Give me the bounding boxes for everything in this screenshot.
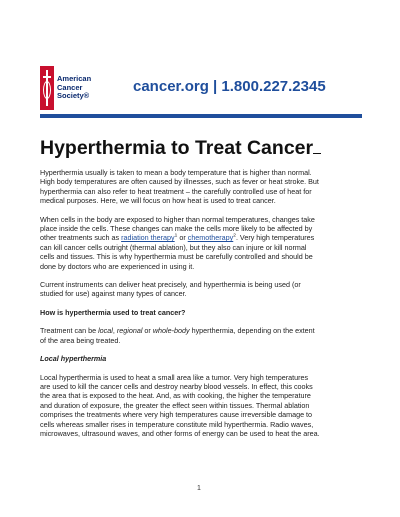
paragraph-line: are used to kill the cancer cells and destroy nearby blood vessels. In effect, this cooks <box>40 381 313 391</box>
text-segment: , <box>112 326 117 336</box>
page-number: 1 <box>197 485 201 492</box>
page-title <box>40 137 321 160</box>
paragraph-line: comprises the treatments where very high temperatures cause irreversible damage to <box>40 410 313 420</box>
paragraph-line: place inside the cells. These changes can make the cells more likely to be affected by <box>40 224 313 234</box>
paragraph-line: done by doctors who are experienced in using it. <box>40 261 195 271</box>
paragraph-line: cells and tissues. This is why hyperthermia must be carefully controlled and should be <box>40 252 313 262</box>
chemotherapy-link[interactable]: chemotherapy <box>187 233 234 243</box>
paragraph-line: studied for use) against many types of cancer. <box>40 289 187 299</box>
paragraph-line <box>40 326 362 335</box>
paragraph-line <box>40 233 362 242</box>
text-segment: other treatments such as <box>40 233 122 243</box>
emphasis-local: local <box>98 326 113 336</box>
paragraph-line: and duration of exposure, the greater the effect seen within tissues. Thermal ablation <box>40 400 310 410</box>
paragraph-line: medical purposes. Here, we will focus on how heat is used to treat cancer. <box>40 196 276 206</box>
text-segment: . Very high temperatures <box>235 233 315 243</box>
paragraph-line: Local hyperthermia is used to heat a small area like a tumor. Very high temperatures <box>40 372 309 382</box>
paragraph-line: cells whereas smaller rises in temperature constitute mild hyperthermia. Radio waves, <box>40 419 314 429</box>
paragraph-line: microwaves, ultrasound waves, and other forms of energy can be used to heat the area. <box>40 428 320 438</box>
logo-wordmark <box>57 75 91 100</box>
logo-line: Society® <box>57 91 90 101</box>
footnote-marker: 1 <box>174 234 178 240</box>
article-body <box>40 168 362 438</box>
text-segment: or <box>142 326 153 336</box>
paragraph-line: High body temperatures are often caused by illnesses, such as fever or heat stroke. But <box>40 177 319 187</box>
emphasis-regional: regional <box>116 326 143 336</box>
contact-info[interactable]: cancer.org | 1.800.227.2345 <box>133 78 326 95</box>
page-title-text: Hyperthermia to Treat Cancer <box>40 137 314 159</box>
section-heading: How is hyperthermia used to treat cancer? <box>40 307 186 317</box>
paragraph-line: Current instruments can deliver heat precisely, and hyperthermia is being used (or <box>40 280 301 290</box>
paragraph-line: can kill cancer cells outright (thermal ablation), but they also can injure or kill normal <box>40 242 307 252</box>
paragraph-line: When cells in the body are exposed to higher than normal temperatures, changes take <box>40 214 315 224</box>
emphasis-whole-body: whole-body <box>152 326 190 336</box>
radiation-therapy-link[interactable]: radiation therapy <box>121 233 175 243</box>
paragraph-line: hyperthermia can also refer to heat treatment – the carefully controlled use of heat for <box>40 186 312 196</box>
sword-logo-icon <box>40 66 54 110</box>
logo-line: American <box>57 74 92 84</box>
footnote-marker: 2 <box>233 234 236 240</box>
paragraph-line: the area that is exposed to the heat. And, as with cooking, the higher the temperature <box>40 391 311 401</box>
header-divider <box>40 114 362 118</box>
text-segment: or <box>177 233 188 243</box>
logo-line: Cancer <box>57 82 83 92</box>
text-segment: hyperthermia, depending on the extent <box>189 326 315 336</box>
paragraph-line: Hyperthermia usually is taken to mean a body temperature that is higher than normal. <box>40 168 312 177</box>
american-cancer-society-logo[interactable] <box>40 66 103 110</box>
text-segment: Treatment can be <box>40 326 99 336</box>
paragraph-line: of the area being treated. <box>40 335 121 345</box>
subsection-heading: Local hyperthermia <box>40 354 107 364</box>
